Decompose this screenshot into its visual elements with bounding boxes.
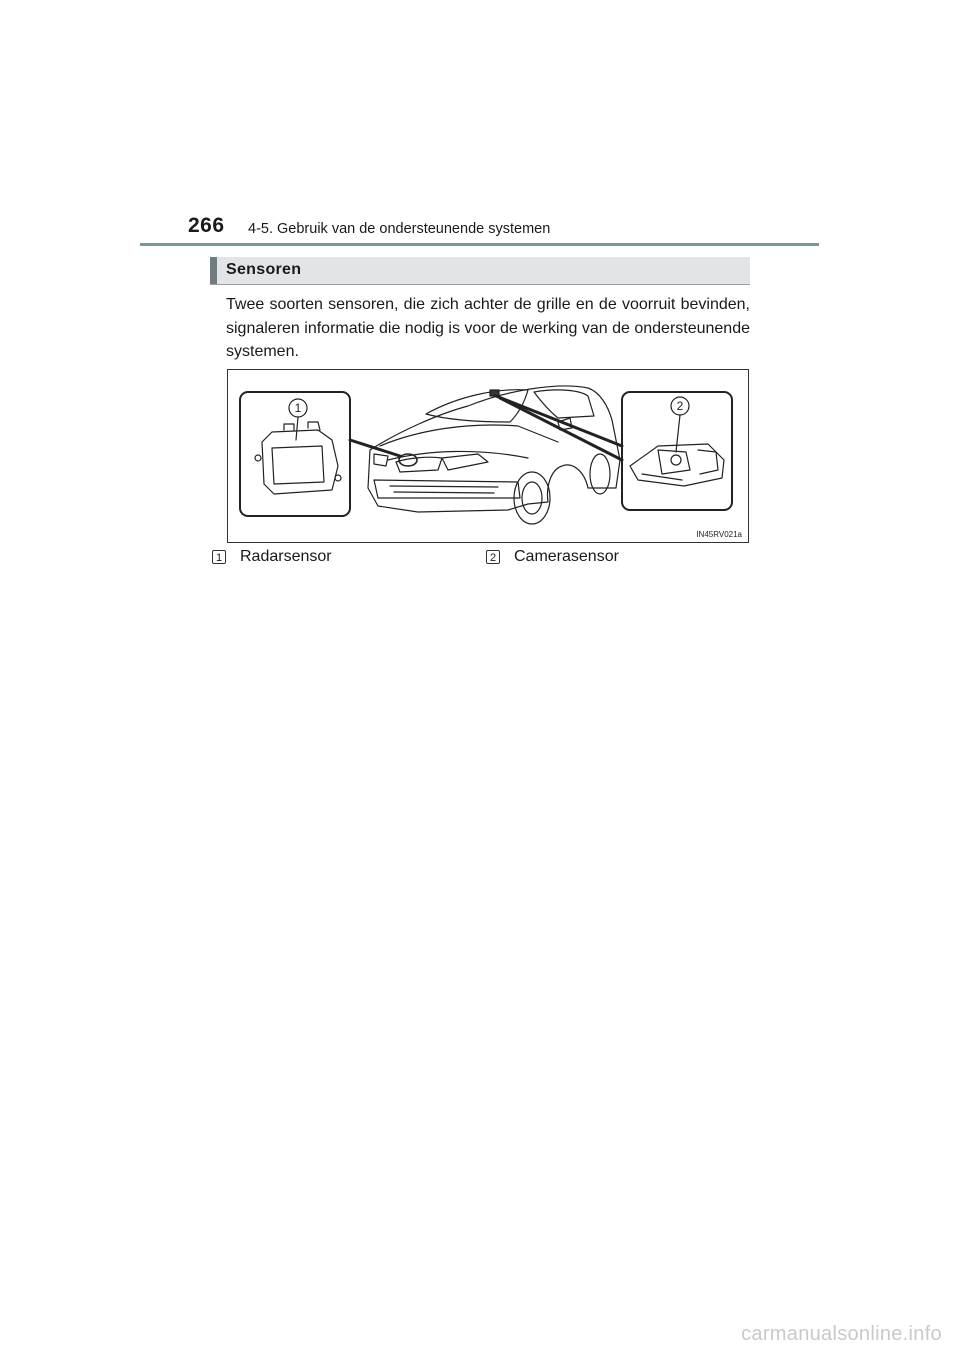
sensor-figure bbox=[227, 369, 749, 543]
camera-leader-line-a bbox=[496, 396, 622, 446]
car-headlight bbox=[442, 454, 488, 470]
camera-leader-line-b bbox=[500, 398, 622, 460]
legend-number-2: 2 bbox=[486, 550, 500, 564]
section-heading bbox=[210, 257, 750, 285]
legend-item-radar bbox=[212, 548, 332, 566]
figure-code: IN45RV021a bbox=[696, 530, 742, 539]
callout-1-number: 1 bbox=[294, 401, 302, 415]
section-heading-label: Sensoren bbox=[226, 261, 302, 278]
watermark: carmanualsonline.info bbox=[741, 1323, 942, 1345]
legend-label-camera: Camerasensor bbox=[514, 548, 619, 565]
legend-number-1: 1 bbox=[212, 550, 226, 564]
header-rule bbox=[140, 243, 819, 246]
chapter-title: 4-5. Gebruik van de ondersteunende systemen bbox=[248, 221, 551, 237]
car-bumper bbox=[374, 480, 520, 498]
callout-2-number: 2 bbox=[676, 399, 684, 413]
intro-paragraph: Twee soorten sensoren, die zich achter de grille en de voorruit bevinden, signaleren informatie die nodig is voor de werking van de ondersteunende systemen. bbox=[226, 296, 750, 360]
radar-sensor-drawing bbox=[262, 430, 338, 494]
car-hood bbox=[380, 425, 558, 446]
heading-accent-bar bbox=[210, 257, 217, 284]
page-number: 266 bbox=[188, 214, 225, 237]
legend-item-camera bbox=[486, 548, 619, 566]
car-sensor-illustration bbox=[228, 370, 748, 542]
legend-label-radar: Radarsensor bbox=[240, 548, 332, 565]
